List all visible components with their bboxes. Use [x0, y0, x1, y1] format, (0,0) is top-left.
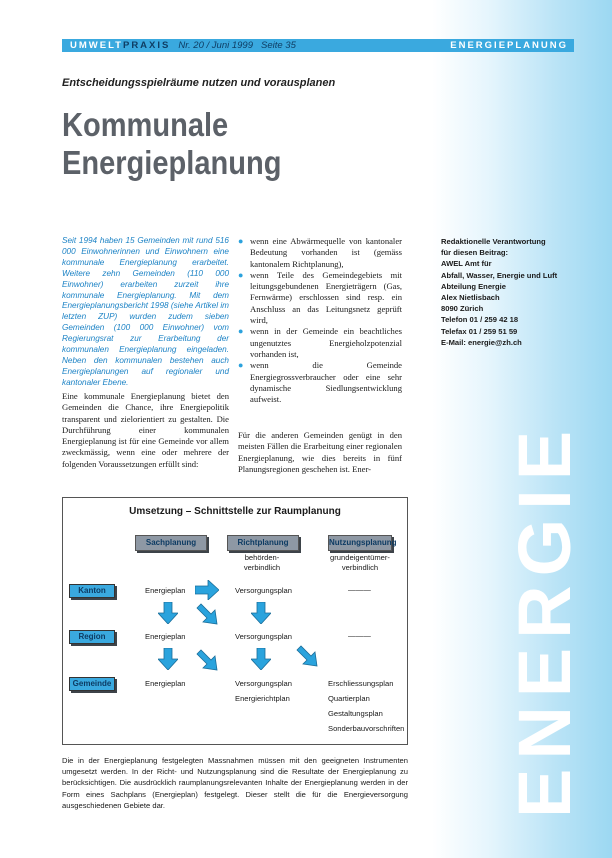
body-paragraph-1: Eine kommunale Energieplanung bietet den Gemeinden die Chance, ihre Energiepolitik transparent und zielorientiert zu gestalten. Die Durchführung einer kommunalen Energieplanung ist für eine Gemeinde vor allem zweckmässig, wenn eine oder mehrere der folgenden Voraussetzungen erfüllt sind: [62, 391, 229, 469]
article-title [62, 106, 281, 182]
issue-number: Nr. 20 / Juni 1999 [178, 40, 253, 51]
arrow-diagonal-icon [195, 648, 219, 672]
bullet-icon: ● [238, 360, 244, 371]
brand-praxis: PRAXIS [122, 40, 171, 51]
brand-umwelt: UMWELT [70, 40, 123, 51]
contact-line: Alex Nietlisbach [441, 293, 500, 303]
versorgungsplan-kanton: Versorgungsplan [235, 586, 292, 595]
bullet-icon: ● [238, 236, 244, 246]
vertical-section-word: ENERGIE [503, 421, 586, 818]
list-item: ● wenn in der Gemeinde ein beachtliches ungenutztes Energieholzpotenzial vorhanden ist, [238, 326, 402, 359]
nutzung-item: Erschliessungsplan [328, 679, 394, 688]
diagram-title: Umsetzung – Schnittstelle zur Raumplanung [129, 506, 341, 517]
section-label: ENERGIEPLANUNG [450, 40, 568, 51]
row-header-kanton: Kanton [69, 584, 115, 598]
editorial-contact [441, 236, 591, 348]
page-number: Seite 35 [261, 40, 296, 51]
contact-line: Telefon 01 / 259 42 18 [441, 315, 519, 325]
list-item: ● wenn Teile des Gemeindegebiets mit leitungsgebundenen Energieträgern (Gas, Fernwärme) erschlossen sind resp. ein Anschluss an das Leitungsnetz geprüft wird, [238, 269, 402, 326]
note-behoerdenverbindlich: behörden-verbindlich [243, 553, 281, 572]
contact-line: Abfall, Wasser, Energie und Luft [441, 270, 558, 280]
lead-paragraph: Seit 1994 haben 15 Gemeinden mit rund 516 000 Einwohnerinnen und Einwohnern eine kommunale Energieplanung erarbeitet. Weitere zehn Gemeinden (110 000 Einwohner) erarbeiten zurzeit ihre kommunale Energieplanung. Mit dem Energieplanungsbericht 1998 (siehe Artikel im letzten ZUP) wurden zudem sieben Gemeinden (100 000 Einwohner) vom Regierungsrat zur Erarbeitung der kommunalen Energieplanung eingeladen. Neben den kommunalen bestehen auch Energieplanungen auf regionaler und kantonaler Ebene. [62, 236, 229, 387]
contact-line: Abteilung Energie [441, 281, 506, 291]
contact-line: 8090 Zürich [441, 304, 484, 314]
bullet-icon: ● [238, 326, 244, 337]
dash-region: ——— [348, 631, 371, 640]
contact-email: E-Mail: energie@zh.ch [441, 337, 522, 347]
column-header-richtplanung: Richtplanung [227, 535, 299, 551]
arrow-diagonal-icon [195, 602, 219, 626]
energieplan-region: Energieplan [145, 632, 186, 641]
article-subtitle: Entscheidungsspielräume nutzen und vorausplanen [62, 77, 336, 89]
list-item: ● wenn eine Abwärmequelle von kantonaler Bedeutung vorhanden ist (gemäss kantonalem Richtplanung), [238, 236, 402, 269]
list-item: ● wenn die Gemeinde Energiegrossverbraucher oder eine sehr dynamische Siedlungsentwicklung aufweist. [238, 360, 402, 405]
arrow-diagonal-icon [295, 644, 319, 668]
nutzung-item: Quartierplan [328, 694, 370, 703]
planning-diagram [62, 497, 408, 745]
arrow-down-icon [158, 602, 178, 624]
figure-caption: Die in der Energieplanung festgelegten Massnahmen müssen mit den geeigneten Instrumenten umgesetzt werden. In der Richt- und Nutzungsplanung sind die Resultate der Energieplanung zu berücksichtigen. Die ausdrücklich raumplanungsrelevanten Inhalte der Energieplanung werden in der Form eines Sachplans (Energieplan) festgelegt. Dieser stellt die für die Energieversorgung ausgeschiedenen Gebiete dar. [62, 756, 408, 810]
header-masthead [70, 40, 296, 51]
nutzung-item: Gestaltungsplan [328, 709, 383, 718]
arrow-down-icon [251, 602, 271, 624]
arrow-down-icon [158, 648, 178, 670]
note-grundeigentuemerverbindlich: grundeigentümer-verbindlich [330, 553, 390, 572]
contact-line: Telefax 01 / 259 51 59 [441, 326, 518, 336]
bullet-icon: ● [238, 269, 244, 280]
arrow-down-icon [251, 648, 271, 670]
versorgungsplan-region: Versorgungsplan [235, 632, 292, 641]
energierichtplan-gemeinde: Energierichtplan [235, 694, 290, 703]
column-header-nutzungsplanung: Nutzungsplanung [328, 535, 392, 551]
dash-kanton: ——— [348, 585, 371, 594]
contact-line: Redaktionelle Verantwortung [441, 237, 546, 246]
energieplan-gemeinde: Energieplan [145, 679, 186, 688]
contact-line: für diesen Beitrag: [441, 248, 509, 258]
condition-list [238, 236, 402, 405]
header-bar [62, 39, 574, 52]
versorgungsplan-gemeinde: Versorgungsplan [235, 679, 292, 688]
contact-line: AWEL Amt für [441, 259, 492, 269]
row-header-gemeinde: Gemeinde [69, 677, 115, 691]
row-header-region: Region [69, 630, 115, 644]
title-line-1: Kommunale [62, 106, 229, 143]
energieplan-kanton: Energieplan [145, 586, 186, 595]
arrow-right-icon [195, 580, 219, 600]
nutzung-item: Sonderbauvorschriften [328, 724, 405, 733]
title-line-2: Energieplanung [62, 144, 282, 181]
column-header-sachplanung: Sachplanung [135, 535, 207, 551]
body-paragraph-2: Für die anderen Gemeinden genügt in den meisten Fällen die Erarbeitung einer regionalen Energieplanung, wie dies bereits in fünf Planungsregionen geschehen ist. Ener- [238, 430, 402, 474]
